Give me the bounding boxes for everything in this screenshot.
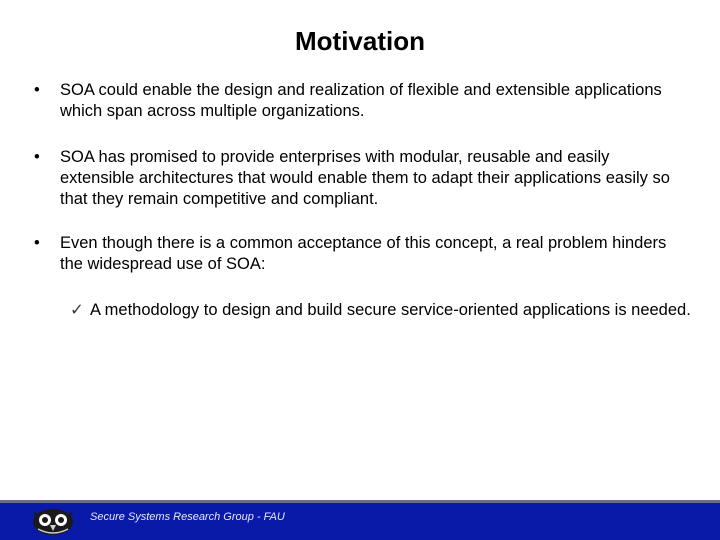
footer-divider	[0, 500, 720, 503]
bullet-marker: •	[34, 148, 40, 166]
bullet-text: SOA has promised to provide enterprises with modular, reusable and easily extensible architectures that would enable them to adapt their applications easily so that they remain competitive and compliant.	[60, 148, 670, 208]
checkmark-icon: ✓	[70, 301, 84, 319]
bullet-text: Even though there is a common acceptance of this concept, a real problem hinders the widespread use of SOA:	[60, 234, 667, 273]
bullet-item	[34, 80, 684, 122]
footer-label: Secure Systems Research Group - FAU	[90, 511, 285, 523]
bullet-marker: •	[34, 234, 40, 252]
bullet-item	[34, 147, 684, 210]
sub-bullet-text: A methodology to design and build secure service-oriented applications is needed.	[90, 301, 691, 319]
sub-bullet-item	[70, 300, 700, 321]
slide-title: Motivation	[295, 26, 425, 56]
bullet-text: SOA could enable the design and realization of flexible and extensible applications which span across multiple organizations.	[60, 81, 662, 120]
footer-bar	[0, 500, 720, 540]
bullet-marker: •	[34, 81, 40, 99]
bullet-item	[34, 233, 684, 275]
owl-logo-icon	[30, 505, 76, 537]
